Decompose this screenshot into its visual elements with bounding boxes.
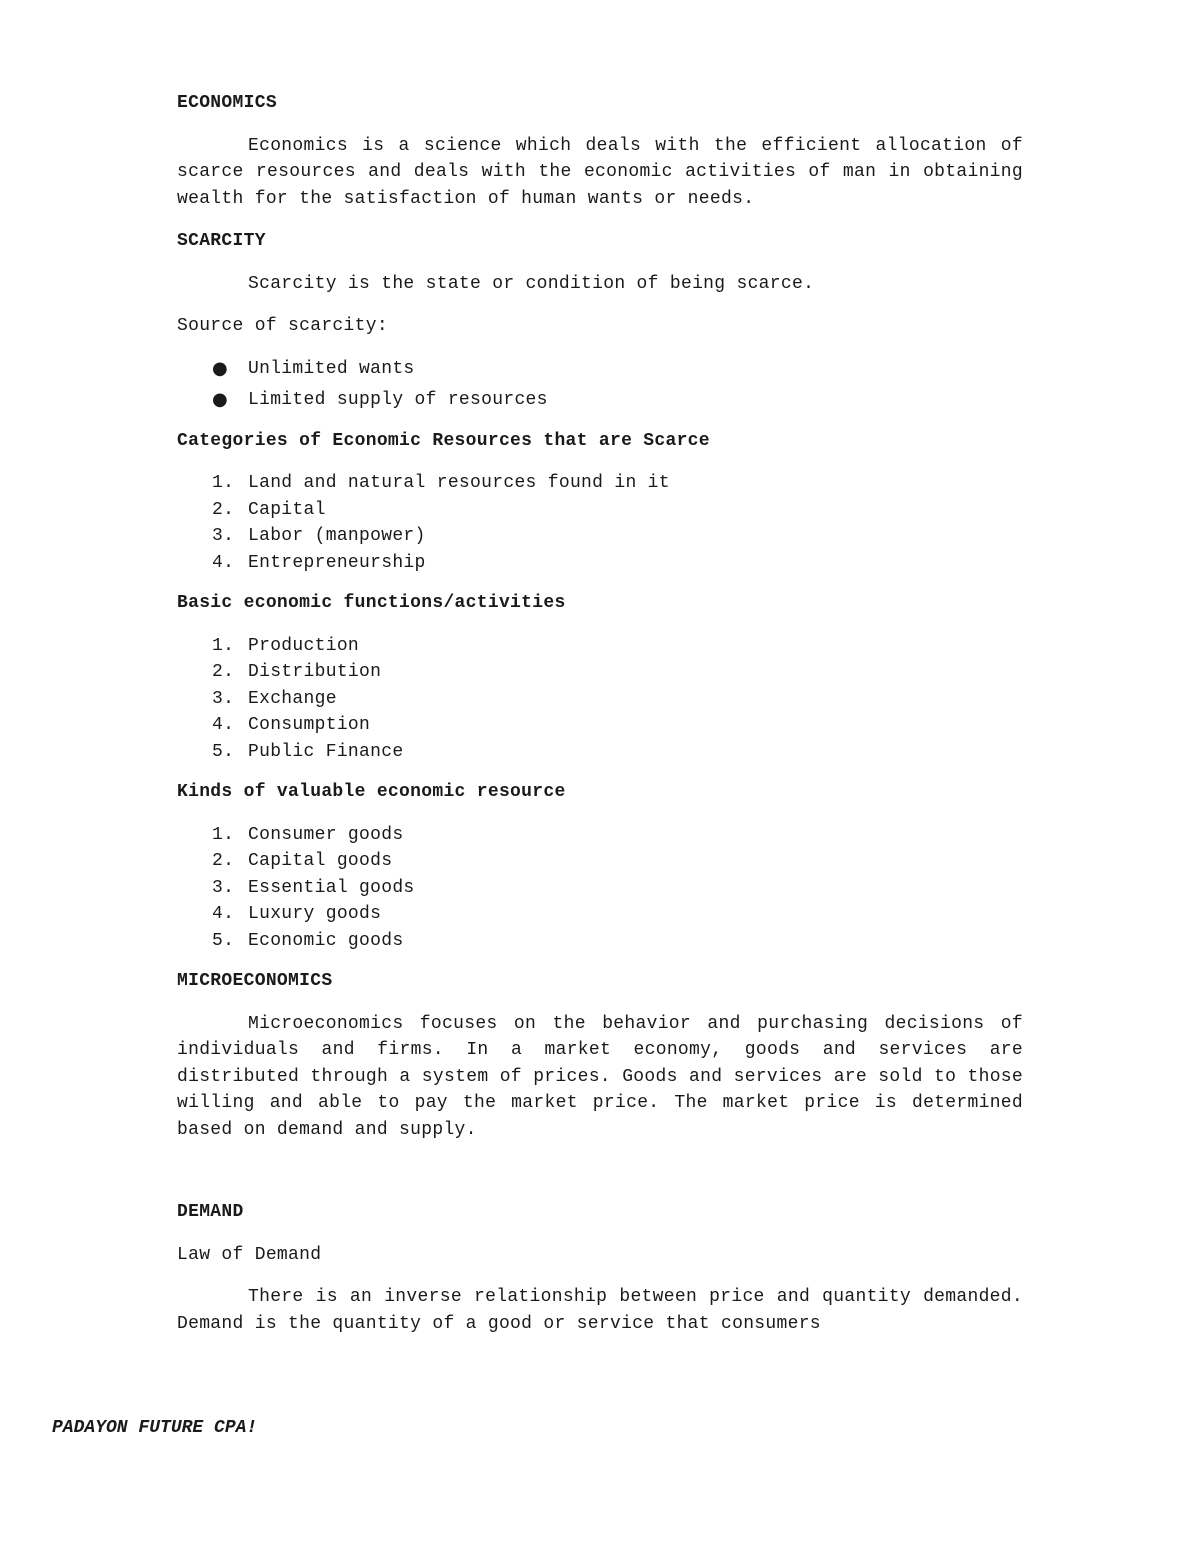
heading-kinds: Kinds of valuable economic resource — [177, 782, 566, 802]
list-item: 1. Production — [212, 635, 360, 656]
footer-slogan: PADAYON FUTURE CPA! — [52, 1418, 258, 1438]
list-item: 1. Land and natural resources found in it — [212, 473, 670, 493]
list-item: 4. Consumption — [212, 715, 371, 735]
list-item: 2. Capital — [212, 499, 326, 520]
list-item: 3. Exchange — [212, 688, 337, 709]
document-page — [177, 90, 1023, 1353]
list-item: ● Limited supply of resources — [248, 387, 1023, 414]
categories-list — [177, 470, 1023, 576]
list-item: 4. Entrepreneurship — [212, 552, 426, 573]
list-item: 4. Luxury goods — [212, 904, 382, 924]
kinds-list — [177, 822, 1023, 955]
scarcity-bullet-list — [177, 356, 1023, 414]
bullet-icon: ● — [212, 389, 229, 410]
bullet-icon: ● — [212, 357, 229, 379]
paragraph-scarcity: Scarcity is the state or condition of being scarce. — [248, 273, 815, 294]
law-of-demand-label: Law of Demand — [177, 1244, 322, 1265]
paragraph-microeconomics: Microeconomics focuses on the behavior and purchasing decisions of individuals and firms. In a market economy, goods and services are distributed through a system of prices. Goods and services are sold to those willing and able to pay the market price. The market price is determined based on demand and supply. — [177, 1013, 1023, 1140]
list-item: 5. Economic goods — [212, 930, 404, 951]
heading-scarcity: SCARCITY — [177, 231, 266, 251]
heading-economics: ECONOMICS — [177, 93, 277, 113]
heading-categories: Categories of Economic Resources that are Scarce — [177, 430, 710, 451]
heading-functions: Basic economic functions/activities — [177, 593, 566, 613]
list-item: 3. Labor (manpower) — [212, 526, 426, 546]
list-item: 2. Distribution — [212, 662, 382, 682]
functions-list — [177, 633, 1023, 766]
heading-demand: DEMAND — [177, 1202, 244, 1222]
list-item: ● Unlimited wants — [248, 356, 1023, 383]
source-of-scarcity-label: Source of scarcity: — [177, 316, 388, 336]
list-item: 2. Capital goods — [212, 851, 393, 871]
list-item: 5. Public Finance — [212, 741, 404, 762]
paragraph-demand: There is an inverse relationship between price and quantity demanded. Demand is the quantity of a good or service that consumers — [177, 1287, 1023, 1334]
heading-microeconomics: MICROECONOMICS — [177, 971, 333, 991]
list-item: 1. Consumer goods — [212, 824, 404, 845]
list-item: 3. Essential goods — [212, 877, 415, 898]
paragraph-economics: Economics is a science which deals with the efficient allocation of scarce resources and deals with the economic activities of man in obtaining wealth for the satisfaction of human wants or needs. — [177, 135, 1023, 209]
